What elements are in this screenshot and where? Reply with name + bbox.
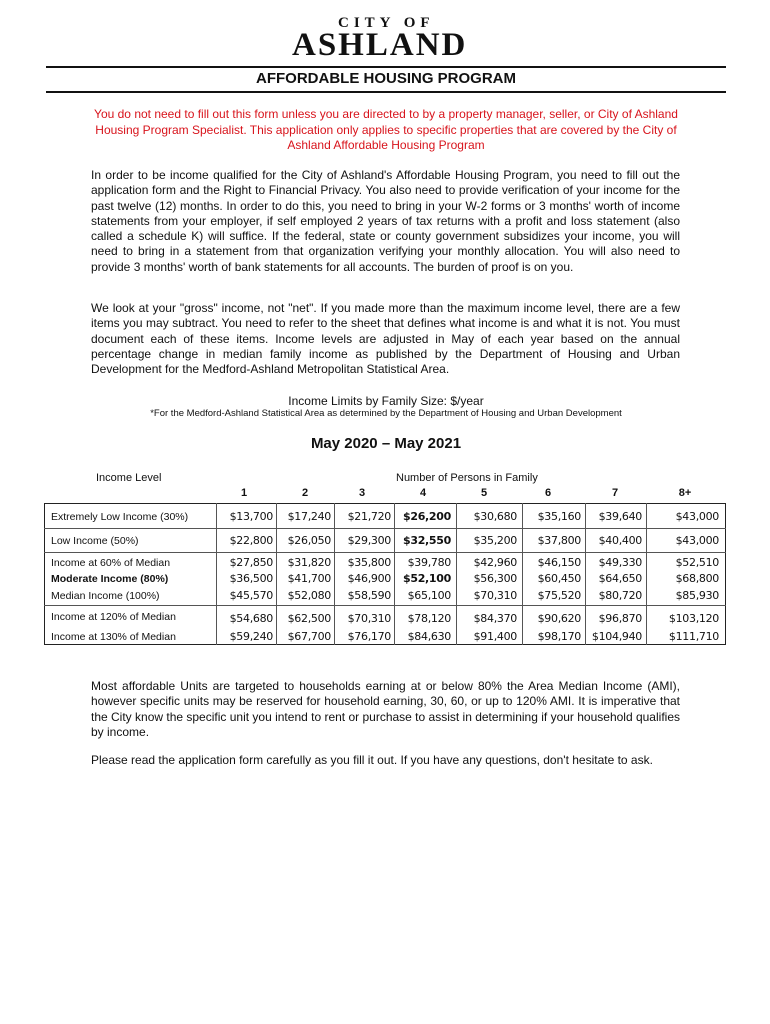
table-cell: $62,500 xyxy=(287,612,331,625)
table-cell: $30,680 xyxy=(473,510,517,523)
table-divider xyxy=(646,503,647,645)
table-cell: $58,590 xyxy=(347,589,391,602)
table-cell: $90,620 xyxy=(537,612,581,625)
row-label: Income at 60% of Median xyxy=(51,557,171,569)
table-cell: $70,310 xyxy=(473,589,517,602)
table-cell: $31,820 xyxy=(287,556,331,569)
table-cell: $52,100 xyxy=(402,572,451,585)
table-cell: $13,700 xyxy=(229,510,273,523)
table-cell: $85,930 xyxy=(675,589,719,602)
row-label: Moderate Income (80%) xyxy=(51,573,169,585)
column-header: 5 xyxy=(480,487,488,499)
row-label: Median Income (100%) xyxy=(51,590,160,602)
table-cell: $35,200 xyxy=(473,534,517,547)
table-cell: $43,000 xyxy=(675,534,719,547)
column-header: 8+ xyxy=(678,487,692,499)
table-cell: $39,780 xyxy=(407,556,451,569)
table-cell: $32,550 xyxy=(402,534,451,547)
table-divider xyxy=(456,503,457,645)
column-header: 4 xyxy=(419,487,427,499)
table-cell: $40,400 xyxy=(598,534,642,547)
table-cell: $26,200 xyxy=(402,510,451,523)
table-cell: $103,120 xyxy=(668,612,719,625)
title-rule-top xyxy=(46,66,726,68)
table-cell: $52,510 xyxy=(675,556,719,569)
logo-ashland: ASHLAND xyxy=(292,27,468,63)
gross-income-paragraph: We look at your "gross" income, not "net". If you made more than the maximum income level, there are a few items you may subtract. You need to refer to the sheet that defines what income is and what it is not. You must document each of these items. Income levels are adjusted in May of each year based on the annual percentage change in median family income as published by the Department of Housing and Urban Development for the Medford-Ashland Metropolitan Statistical Area. xyxy=(91,301,680,377)
statistical-area-footnote: *For the Medford-Ashland Statistical Area as determined by the Department of Housing and Urban Development xyxy=(150,408,622,419)
table-cell: $45,570 xyxy=(229,589,273,602)
title-rule-bottom xyxy=(46,91,726,93)
table-cell: $96,870 xyxy=(598,612,642,625)
table-cell: $27,850 xyxy=(229,556,273,569)
ami-paragraph: Most affordable Units are targeted to households earning at or below 80% the Area Median Income (AMI), however specific units may be reserved for household earning, 30, 60, or up to 120% AMI. It is imperative that the City know the specific unit you intend to rent or purchase to assist in determining if your household qualifies by income. xyxy=(91,679,680,739)
column-header: 7 xyxy=(611,487,619,499)
table-cell: $42,960 xyxy=(473,556,517,569)
eligibility-note: You do not need to fill out this form unless you are directed to by a property manager, seller, or City of Ashland Housing Program Specialist. This application only applies to specific properties that are covered by the City of Ashland Affordable Housing Program xyxy=(94,107,678,152)
row-label: Extremely Low Income (30%) xyxy=(51,511,189,523)
table-cell: $75,520 xyxy=(537,589,581,602)
table-cell: $70,310 xyxy=(347,612,391,625)
table-cell: $37,800 xyxy=(537,534,581,547)
table-cell: $98,170 xyxy=(537,630,581,643)
table-cell: $39,640 xyxy=(598,510,642,523)
table-cell: $17,240 xyxy=(287,510,331,523)
table-cell: $43,000 xyxy=(675,510,719,523)
row-label: Income at 120% of Median xyxy=(51,611,176,623)
table-cell: $91,400 xyxy=(473,630,517,643)
table-cell: $41,700 xyxy=(287,572,331,585)
row-label: Low Income (50%) xyxy=(51,535,139,547)
table-cell: $65,100 xyxy=(407,589,451,602)
table-cell: $36,500 xyxy=(229,572,273,585)
table-cell: $29,300 xyxy=(347,534,391,547)
intro-paragraph: In order to be income qualified for the City of Ashland's Affordable Housing Program, you need to fill out the application form and the Right to Financial Privacy. You also need to provide verification of your income for the past twelve (12) months. In order to do this, you need to bring in your W-2 forms or 3 months' worth of income statements from your employer, if self employed 2 years of tax returns with a profit and loss statement (also called a schedule K) will suffice. If the federal, state or county government subsidizes your income, you will need to bring in a statement from that organization verifying your monthly allocation. You will also need to provide 3 months' worth of bank statements for all accounts. The burden of proof is on you. xyxy=(91,168,680,274)
table-cell: $56,300 xyxy=(473,572,517,585)
persons-in-family-label: Number of Persons in Family xyxy=(396,472,538,484)
table-cell: $64,650 xyxy=(598,572,642,585)
table-cell: $21,720 xyxy=(347,510,391,523)
table-cell: $49,330 xyxy=(598,556,642,569)
table-cell: $54,680 xyxy=(229,612,273,625)
table-cell: $111,710 xyxy=(668,630,719,643)
table-cell: $67,700 xyxy=(287,630,331,643)
table-cell: $59,240 xyxy=(229,630,273,643)
column-header: 1 xyxy=(240,487,248,499)
table-row-divider xyxy=(44,605,726,606)
column-header: 3 xyxy=(358,487,366,499)
column-header: 2 xyxy=(301,487,309,499)
table-cell: $76,170 xyxy=(347,630,391,643)
table-row-divider xyxy=(44,552,726,553)
table-cell: $80,720 xyxy=(598,589,642,602)
logo-city-of: CITY OF xyxy=(338,15,435,31)
income-limits-heading: Income Limits by Family Size: $/year xyxy=(288,394,484,408)
date-range-heading: May 2020 – May 2021 xyxy=(310,435,462,452)
table-cell: $84,630 xyxy=(407,630,451,643)
table-cell: $22,800 xyxy=(229,534,273,547)
column-header: 6 xyxy=(544,487,552,499)
table-cell: $35,800 xyxy=(347,556,391,569)
table-cell: $60,450 xyxy=(537,572,581,585)
income-level-label: Income Level xyxy=(96,472,162,484)
table-cell: $46,150 xyxy=(537,556,581,569)
row-label: Income at 130% of Median xyxy=(51,631,176,643)
page-title: AFFORDABLE HOUSING PROGRAM xyxy=(256,70,516,87)
table-cell: $26,050 xyxy=(287,534,331,547)
city-logo xyxy=(290,14,482,62)
table-cell: $68,800 xyxy=(675,572,719,585)
table-row-divider xyxy=(44,528,726,529)
table-cell: $52,080 xyxy=(287,589,331,602)
table-cell: $46,900 xyxy=(347,572,391,585)
table-cell: $84,370 xyxy=(473,612,517,625)
table-cell: $35,160 xyxy=(537,510,581,523)
table-cell: $104,940 xyxy=(591,630,642,643)
table-cell: $78,120 xyxy=(407,612,451,625)
closing-paragraph: Please read the application form carefully as you fill it out. If you have any questions, don't hesitate to ask. xyxy=(91,753,653,767)
